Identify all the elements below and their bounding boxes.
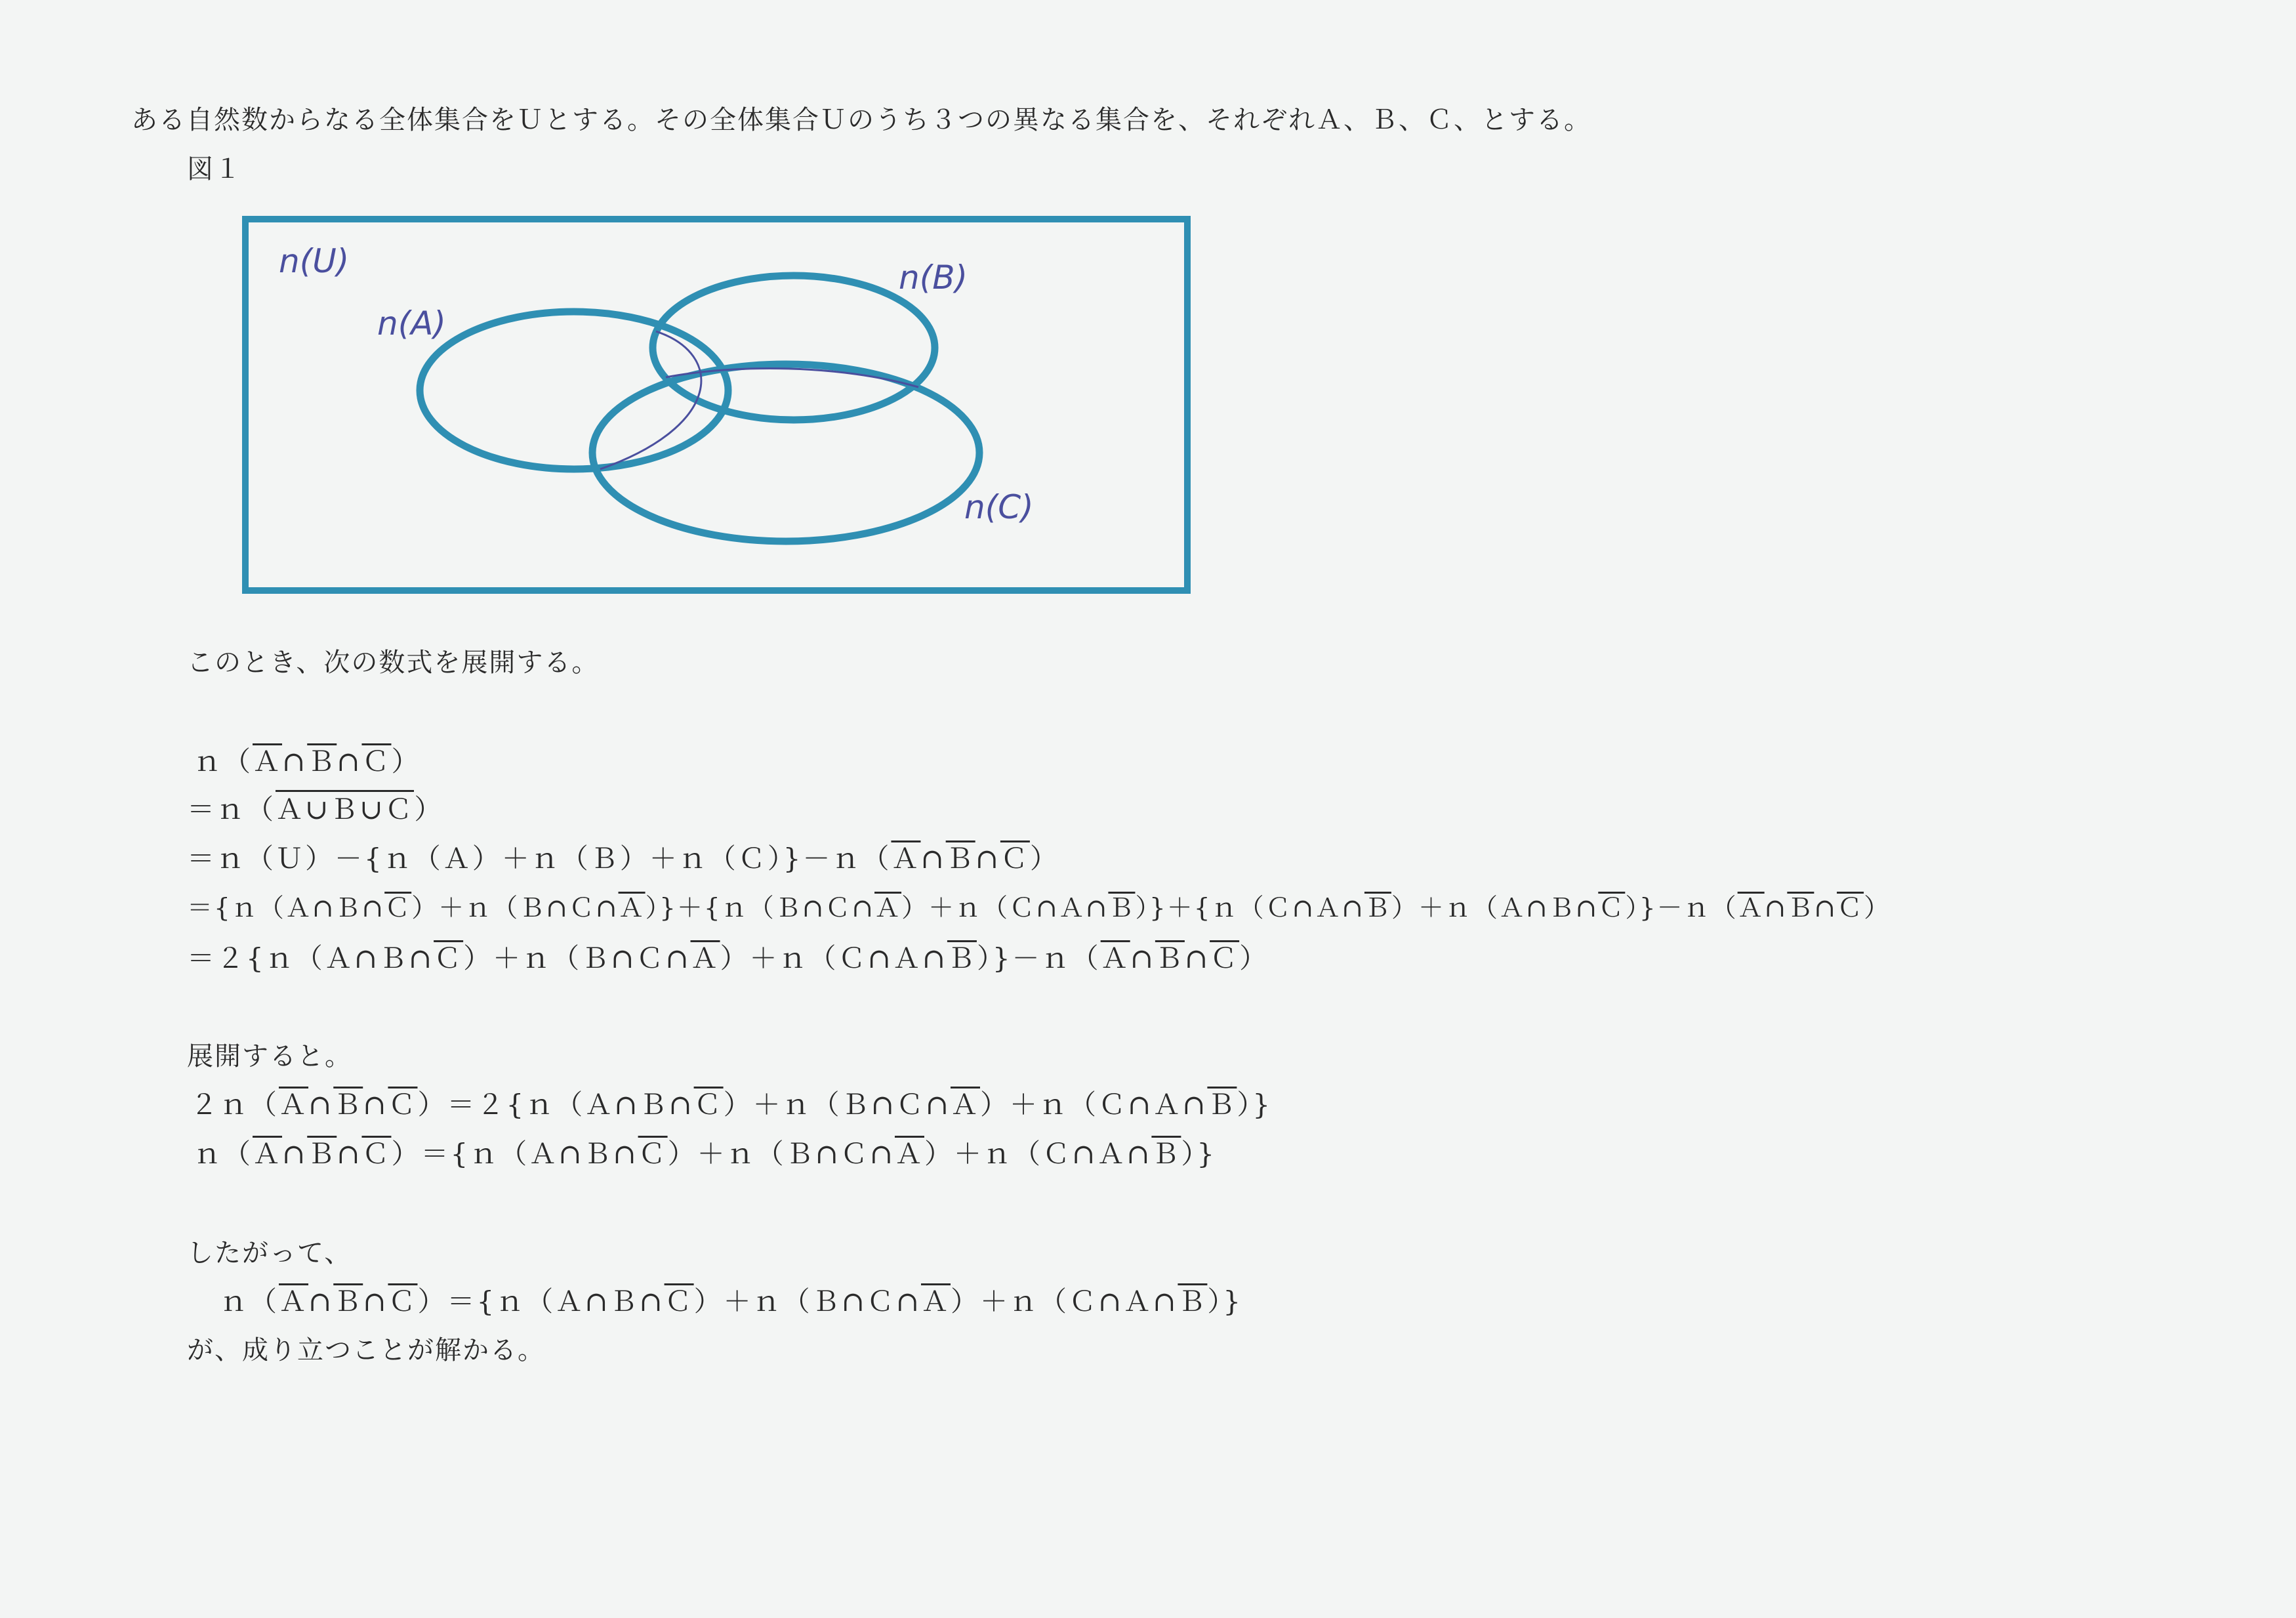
label-n-u: n(U): [279, 242, 350, 280]
hand-arc-c: [666, 368, 918, 387]
step-5: $=2\{n(A\cap B\cap\overline{C})+n(B\cap C\cap\overline{A})+n(C\cap A\cap\overline{B})\}-n(\overline{A}\cap\overline{B}\cap\overline{C})$: [187, 942, 1269, 974]
step-3: $=n(U)-\{n(A)+n(B)+n(C)\}-n(\overline{A}\cap\overline{B}\cap\overline{C})$: [187, 842, 1059, 875]
closing-text: が、成り立つことが解かる。: [187, 1335, 545, 1365]
expand-result-intro: 展開すると。: [187, 1041, 352, 1071]
venn-diagram: [236, 210, 1207, 604]
expand-intro: このとき、次の数式を展開する。: [187, 648, 600, 678]
result-1: $2n(\overline{A}\cap\overline{B}\cap\overline{C})=2\{n(A\cap B\cap\overline{C})+n(B\cap C\cap\overline{A})+n(C\cap A\cap\overline{B})\}$: [190, 1089, 1273, 1121]
result-2: $n(\overline{A}\cap\overline{B}\cap\overline{C})=\{n(A\cap B\cap\overline{C})+n(B\cap C\cap\overline{A})+n(C\cap A\cap\overline{B})\}$: [194, 1138, 1217, 1170]
label-n-c: n(C): [964, 488, 1034, 526]
step-2: ＝ｎ（Ａ∪Ｂ∪Ｃ）: [187, 796, 443, 823]
set-c-ellipse: [592, 364, 979, 541]
label-n-b: n(B): [899, 259, 968, 297]
conclusion-intro: したがって、: [187, 1238, 352, 1268]
label-n-a: n(A): [377, 304, 446, 342]
set-b-ellipse: [653, 276, 935, 420]
figure-caption: 図１: [187, 154, 242, 184]
step-4: $=\{n(A\cap B\cap\overline{C})+n(B\cap C\cap\overline{A})\}+\{n(B\cap C\cap\overline{A})+n(C\cap A\cap\overline{B})\}+\{n(C\cap A\cap\overline{B})+n(A\cap B\cap\overline{C})\}-n(\overline{A}\cap\overline{B}\cap\overline{C})$: [187, 894, 1891, 923]
intro-text: ある自然数からなる全体集合をＵとする。その全体集合Ｕのうち３つの異なる集合を、それぞれＡ、Ｂ、Ｃ、とする。: [131, 105, 1591, 135]
step-1: $n(\overline{A}\cap\overline{B}\cap\overline{C})$: [194, 745, 421, 778]
conclusion-formula: $n(\overline{A}\cap\overline{B}\cap\overline{C})=\{n(A\cap B\cap\overline{C})+n(B\cap C\cap\overline{A})+n(C\cap A\cap\overline{B})\}$: [220, 1285, 1243, 1317]
